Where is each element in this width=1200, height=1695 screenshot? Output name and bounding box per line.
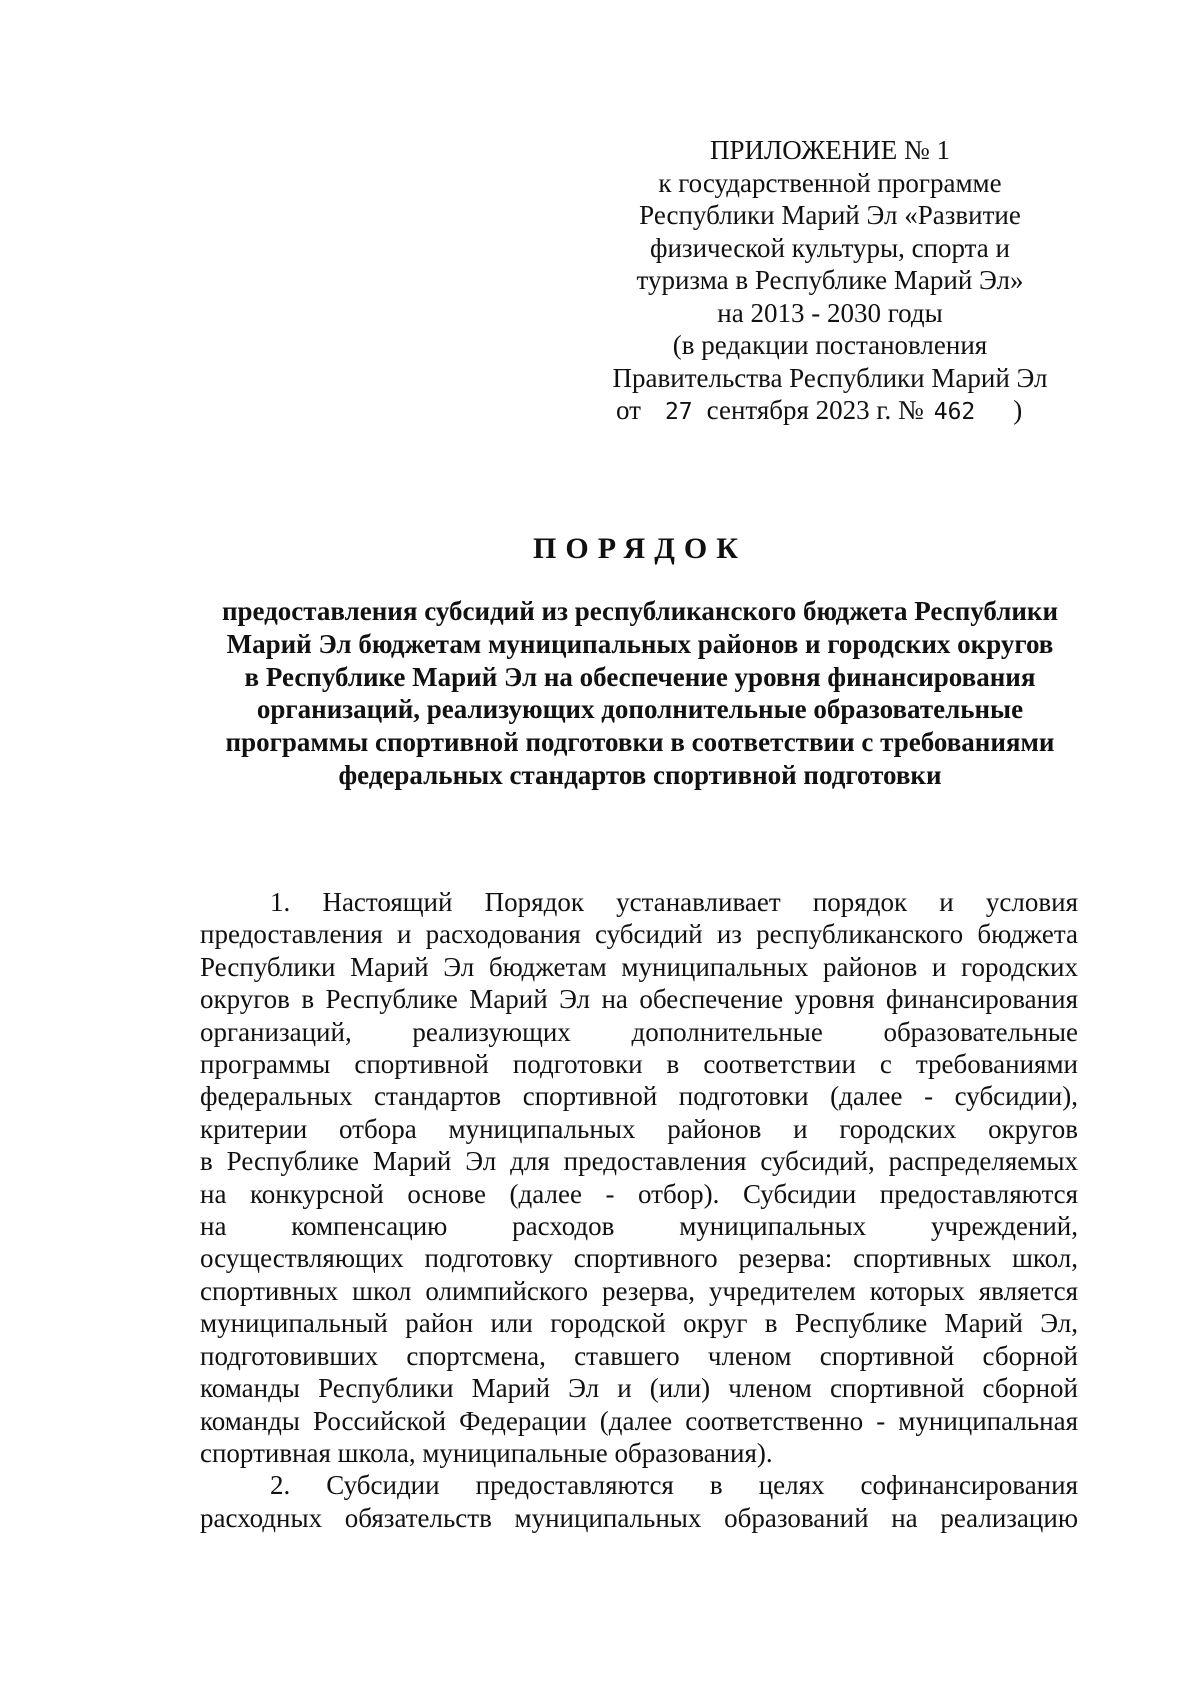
text-line: федеральных стандартов спортивной подготовки (далее - субсидии), xyxy=(200,1081,1078,1112)
subtitle-line: организаций, реализующих дополнительные образовательные xyxy=(256,694,1024,725)
date-middle: сентября 2023 г. № xyxy=(706,395,924,425)
appendix-line: Республики Марий Эл «Развитие xyxy=(639,200,1021,230)
document-title: ПОРЯДОК xyxy=(533,532,747,565)
text-line: спортивная школа, муниципальные образования). xyxy=(200,1437,773,1468)
text-line: критерии отбора муниципальных районов и городских округов xyxy=(200,1113,1078,1144)
text-line: округов в Республике Марий Эл на обеспечение уровня финансирования xyxy=(200,984,1078,1015)
text-line: команды Российской Федерации (далее соответственно - муниципальная xyxy=(200,1405,1078,1436)
text-line: расходных обязательств муниципальных образований на реализацию xyxy=(200,1502,1078,1533)
appendix-line: (в редакции постановления xyxy=(672,330,988,360)
decree-number: 462 xyxy=(933,399,976,425)
text-line: команды Республики Марий Эл и (или) членом спортивной сборной xyxy=(200,1373,1078,1404)
subtitle-line: предоставления субсидий из республиканского бюджета Республики xyxy=(221,596,1059,626)
text-line: организаций, реализующих дополнительные образовательные xyxy=(200,1016,1078,1047)
appendix-header xyxy=(600,134,1060,429)
text-line: спортивных школ олимпийского резерва, учредителем которых является xyxy=(200,1275,1078,1306)
document-subtitle xyxy=(200,595,1080,792)
text-line: 1. Настоящий Порядок устанавливает порядок и условия xyxy=(270,887,1078,917)
text-line: на компенсацию расходов муниципальных учреждений, xyxy=(200,1211,1078,1242)
date-prefix: от xyxy=(616,395,641,425)
paragraph-1 xyxy=(200,886,1078,1469)
appendix-line: туризма в Республике Марий Эл» xyxy=(636,265,1024,295)
appendix-line: к государственной программе xyxy=(658,167,1002,198)
date-day: 27 xyxy=(664,399,693,425)
text-line: подготовивших спортсмена, ставшего членом спортивной сборной xyxy=(200,1340,1078,1371)
date-suffix: ) xyxy=(1013,395,1023,425)
appendix-line: ПРИЛОЖЕНИЕ № 1 xyxy=(709,135,951,165)
appendix-date-line xyxy=(600,394,1060,429)
text-line: осуществляющих подготовку спортивного резерва: спортивных школ, xyxy=(200,1243,1078,1274)
text-line: муниципальный район или городской округ в Республике Марий Эл, xyxy=(200,1308,1078,1339)
text-line: предоставления и расходования субсидий из республиканского бюджета xyxy=(200,919,1078,950)
text-line: Республики Марий Эл бюджетам муниципальных районов и городских xyxy=(200,951,1078,982)
appendix-line: Правительства Республики Марий Эл xyxy=(612,362,1048,393)
appendix-line: физической культуры, спорта и xyxy=(649,232,1010,263)
text-line: в Республике Марий Эл для предоставления субсидий, распределяемых xyxy=(200,1146,1078,1177)
text-line: программы спортивной подготовки в соответствии с требованиями xyxy=(200,1049,1078,1080)
paragraph-2 xyxy=(200,1469,1078,1534)
appendix-line: на 2013 - 2030 годы xyxy=(717,297,943,328)
text-line: 2. Субсидии предоставляются в целях софинансирования xyxy=(270,1470,1078,1501)
document-body xyxy=(200,886,1078,1534)
text-line: на конкурсной основе (далее - отбор). Субсидии предоставляются xyxy=(200,1178,1078,1209)
subtitle-line: программы спортивной подготовки в соответствии с требованиями xyxy=(225,727,1055,758)
subtitle-line: федеральных стандартов спортивной подготовки xyxy=(338,759,942,790)
subtitle-line: Марий Эл бюджетам муниципальных районов и городских округов xyxy=(226,628,1054,659)
subtitle-line: в Республике Марий Эл на обеспечение уровня финансирования xyxy=(244,661,1036,692)
